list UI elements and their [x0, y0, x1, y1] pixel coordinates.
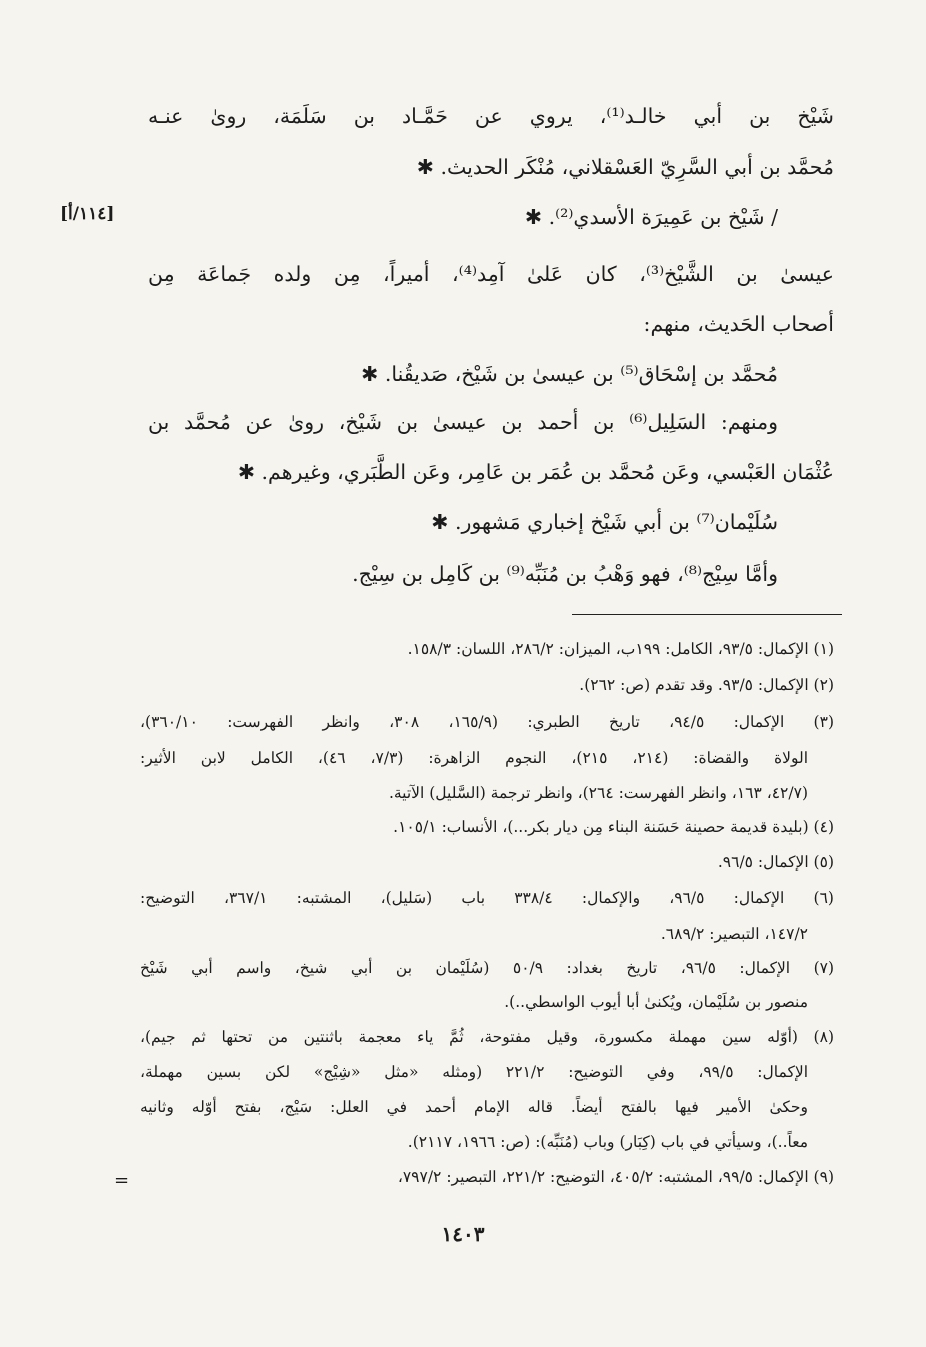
footnote-line: (٣) الإكمال: ٩٤/٥، تاريخ الطبري: (١٦٥/٩، ٣٠٨، وانظر الفهرست: ٣٦٠/١٠)،: [140, 713, 834, 731]
footnote-line: ١٤٧/٢، التبصير: ٦٨٩/٢.: [660, 925, 808, 943]
main-text-line: أصحاب الحَديث، منهم:: [643, 312, 834, 336]
footnote-line: (٤) (بليدة قديمة حصينة حَسَنة البناء مِن ديار بكر...)، الأنساب: ١٠٥/١.: [393, 818, 834, 836]
footnote-line: الولاة والقضاة: (٢١٤، ٢١٥)، النجوم الزاهرة: (٧/٣، ٤٦)، الكامل لابن الأثير:: [140, 749, 809, 767]
footnote-line: معاً..)، وسيأتي في باب (كِبَار) وباب (مُنَبِّه): (ص: ١٩٦٦، ٢١١٧).: [407, 1133, 808, 1151]
main-text-line: عيسىٰ بن الشَّيْخ⁽³⁾، كان عَلىٰ آمِد⁽⁴⁾، أميراً، مِن ولده جَماعَة مِن: [148, 262, 835, 286]
manuscript-folio-reference: [١١٤/أ]: [60, 204, 115, 224]
footnote-line: (٤٢/٧، ١٦٣، وانظر الفهرست: ٢٦٤)، وانظر ترجمة (السَّليل) الآتية.: [388, 784, 808, 802]
page-number: ١٤٠٣: [441, 1222, 485, 1246]
footnote-separator: [572, 614, 842, 615]
footnote-line: (٧) الإكمال: ٩٦/٥، تاريخ بغداد: ٥٠/٩ (سُلَيْمان بن أبي شيخ، واسم أبي شَيْخ: [140, 959, 835, 977]
main-text-line: عُثْمَان العَبْسي، وعَن مُحمَّد بن عُمَر بن عَامِر، وعَن الطَّبَري، وغيرهم. ✱: [237, 460, 834, 484]
footnote-line: منصور بن سُلَيْمان، ويُكنىٰ أبا أيوب الواسطي..).: [504, 993, 808, 1011]
footnote-line: (٨) (أوّله سين مهملة مكسورة، وقيل مفتوحة، ثُمَّ ياء معجمة باثنتين من تحتها ثم جيم)،: [140, 1028, 834, 1046]
main-text-line: مُحمَّد بن إسْحَاق⁽⁵⁾ بن عيسىٰ بن شَيْخ، صَديقُنا. ✱: [361, 362, 778, 386]
main-text-line: وأمَّا سِيْج⁽⁸⁾، فهو وَهْبُ بن مُنَبِّه⁽⁹⁾ بن كَامِل بن سِيْج.: [352, 562, 778, 586]
footnote-line: (٩) الإكمال: ٩٩/٥، المشتبه: ٤٠٥/٢، التوضيح: ٢٢١/٢، التبصير: ٧٩٧/٢،: [397, 1168, 834, 1186]
footnote-line: (١) الإكمال: ٩٣/٥، الكامل: ١٩٩ب، الميزان: ٢٨٦/٢، اللسان: ١٥٨/٣.: [407, 640, 834, 658]
footnote-line: (٦) الإكمال: ٩٦/٥، والإكمال: ٣٣٨/٤ باب (سَليل)، المشتبه: ٣٦٧/١، التوضيح:: [140, 889, 834, 907]
footnote-line: وحكىٰ الأمير فيها بالفتح أيضاً. قاله الإمام أحمد في العلل: سَيْج، بفتح أوّله وثانيه: [140, 1098, 808, 1116]
main-text-line: مُحمَّد بن أبي السَّرِيّ العَسْقلاني، مُنْكَر الحديث. ✱: [416, 155, 834, 179]
main-text-line: ومنهم: السَلِيل⁽⁶⁾ بن أحمد بن عيسىٰ بن شَيْخ، روىٰ عن مُحمَّد بن: [148, 410, 778, 434]
main-text-line: شَيْخ بن أبي خالـد⁽¹⁾، يروي عن حَمَّـاد بن سَلَمَة، روىٰ عنـه: [148, 104, 834, 128]
main-text-line: / شَيْخ بن عَمِيرَة الأسدي⁽²⁾. ✱: [524, 205, 778, 229]
main-text-line: سُلَيْمان⁽⁷⁾ بن أبي شَيْخ إخباري مَشهور. ✱: [431, 510, 778, 534]
footnote-line: (٥) الإكمال: ٩٦/٥.: [717, 853, 834, 871]
footnote-line: (٢) الإكمال: ٩٣/٥. وقد تقدم (ص: ٢٦٢).: [579, 676, 834, 694]
footnote-line: الإكمال: ٩٩/٥، وفي التوضيح: ٢٢١/٢ (ومثله «مثل «شِيْج» لكن بسين مهملة،: [140, 1063, 809, 1081]
continuation-mark: =: [114, 1170, 130, 1191]
